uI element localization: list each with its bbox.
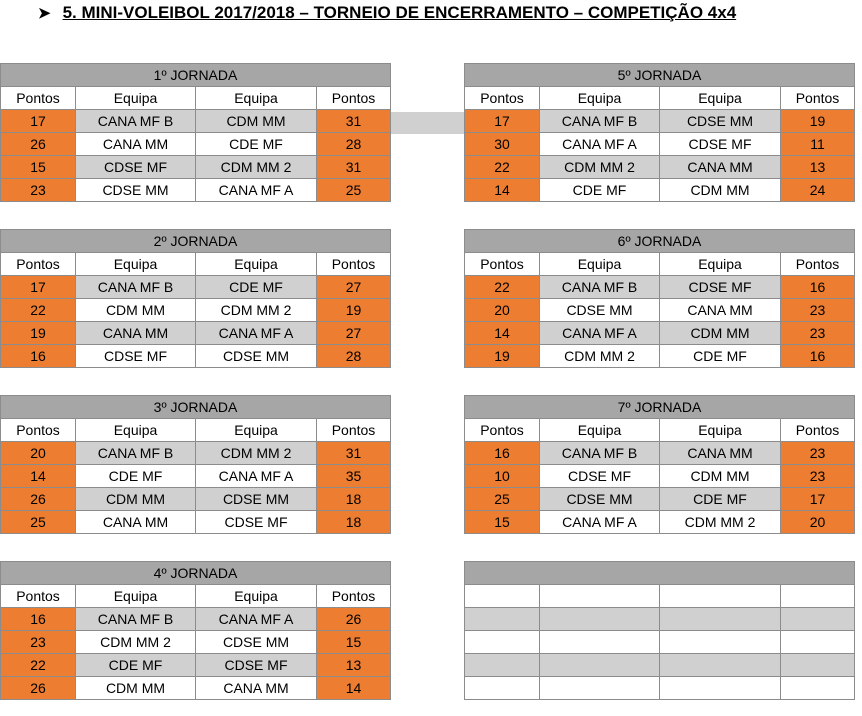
empty-cell <box>660 608 781 631</box>
empty-cell <box>465 654 540 677</box>
empty-row <box>465 654 855 677</box>
home-team-cell: CDE MF <box>76 465 196 488</box>
away-team-cell: CDE MF <box>660 488 781 511</box>
home-points-cell: 20 <box>465 299 540 322</box>
away-points-cell: 16 <box>781 345 855 368</box>
round-title: 1º JORNADA <box>1 64 391 87</box>
row-connector-bar <box>391 112 464 134</box>
away-points-cell: 19 <box>317 299 391 322</box>
away-team-cell: CANA MM <box>196 677 317 700</box>
round-table <box>0 63 391 202</box>
team-column-header: Equipa <box>660 253 781 276</box>
away-points-cell: 27 <box>317 322 391 345</box>
home-team-cell: CDSE MM <box>540 488 660 511</box>
team-column-header: Equipa <box>196 585 317 608</box>
home-points-cell: 10 <box>465 465 540 488</box>
game-row <box>465 156 855 179</box>
points-column-header: Pontos <box>465 253 540 276</box>
round-title-row <box>465 230 855 253</box>
home-team-cell: CANA MF B <box>76 276 196 299</box>
away-team-cell: CDSE MF <box>196 654 317 677</box>
away-points-cell: 31 <box>317 110 391 133</box>
home-points-cell: 23 <box>1 179 76 202</box>
game-row <box>465 465 855 488</box>
round-title: 4º JORNADA <box>1 562 391 585</box>
empty-cell <box>781 608 855 631</box>
home-points-cell: 25 <box>1 511 76 534</box>
round-title: 3º JORNADA <box>1 396 391 419</box>
home-team-cell: CANA MF B <box>540 276 660 299</box>
away-team-cell: CDM MM <box>196 110 317 133</box>
column-header-row <box>1 253 391 276</box>
round-title: 6º JORNADA <box>465 230 855 253</box>
away-team-cell: CDSE MM <box>196 488 317 511</box>
home-points-cell: 14 <box>465 179 540 202</box>
empty-cell <box>660 654 781 677</box>
empty-cell <box>660 677 781 700</box>
column-header-row <box>465 419 855 442</box>
column-header-row <box>1 585 391 608</box>
empty-row <box>465 631 855 654</box>
game-row <box>1 345 391 368</box>
home-points-cell: 19 <box>465 345 540 368</box>
team-column-header: Equipa <box>660 87 781 110</box>
game-row <box>1 299 391 322</box>
round-title <box>465 562 855 585</box>
away-team-cell: CDE MF <box>196 276 317 299</box>
home-team-cell: CDM MM 2 <box>540 156 660 179</box>
empty-cell <box>540 608 660 631</box>
away-team-cell: CDSE MF <box>196 511 317 534</box>
team-column-header: Equipa <box>540 87 660 110</box>
away-team-cell: CDM MM <box>660 465 781 488</box>
column-header-row <box>1 87 391 110</box>
home-points-cell: 26 <box>1 677 76 700</box>
round-title-row <box>465 396 855 419</box>
empty-cell <box>660 631 781 654</box>
points-column-header: Pontos <box>781 87 855 110</box>
document-heading <box>38 2 736 24</box>
home-team-cell: CANA MF B <box>540 110 660 133</box>
team-column-header: Equipa <box>76 585 196 608</box>
home-team-cell: CDSE MM <box>540 299 660 322</box>
team-column-header: Equipa <box>76 419 196 442</box>
home-team-cell: CANA MF B <box>76 442 196 465</box>
game-row <box>465 345 855 368</box>
empty-cell <box>540 631 660 654</box>
game-row <box>1 110 391 133</box>
away-team-cell: CANA MF A <box>196 608 317 631</box>
away-team-cell: CANA MF A <box>196 465 317 488</box>
home-team-cell: CDM MM <box>76 488 196 511</box>
empty-cell <box>781 631 855 654</box>
away-points-cell: 28 <box>317 345 391 368</box>
home-points-cell: 26 <box>1 488 76 511</box>
arrow-bullet-icon: ➤ <box>38 5 51 22</box>
game-row <box>1 322 391 345</box>
home-points-cell: 14 <box>1 465 76 488</box>
points-column-header: Pontos <box>1 87 76 110</box>
game-row <box>465 133 855 156</box>
home-team-cell: CDSE MM <box>76 179 196 202</box>
game-row <box>465 179 855 202</box>
home-points-cell: 23 <box>1 631 76 654</box>
game-row <box>465 110 855 133</box>
empty-cell <box>465 631 540 654</box>
home-team-cell: CANA MF A <box>540 511 660 534</box>
home-points-cell: 16 <box>465 442 540 465</box>
empty-cell <box>781 654 855 677</box>
game-row <box>1 442 391 465</box>
column-header-row <box>1 419 391 442</box>
points-column-header: Pontos <box>465 87 540 110</box>
home-points-cell: 25 <box>465 488 540 511</box>
game-row <box>465 322 855 345</box>
home-points-cell: 19 <box>1 322 76 345</box>
round-table <box>464 63 855 202</box>
away-points-cell: 35 <box>317 465 391 488</box>
team-column-header: Equipa <box>660 419 781 442</box>
home-team-cell: CANA MF A <box>540 133 660 156</box>
home-team-cell: CDE MF <box>540 179 660 202</box>
away-team-cell: CDM MM <box>660 179 781 202</box>
home-points-cell: 17 <box>465 110 540 133</box>
game-row <box>465 488 855 511</box>
team-column-header: Equipa <box>76 87 196 110</box>
away-team-cell: CANA MF A <box>196 322 317 345</box>
home-points-cell: 15 <box>1 156 76 179</box>
home-points-cell: 22 <box>1 299 76 322</box>
home-team-cell: CANA MF B <box>76 110 196 133</box>
team-column-header: Equipa <box>540 253 660 276</box>
round-title-row <box>1 230 391 253</box>
away-points-cell: 23 <box>781 322 855 345</box>
game-row <box>1 488 391 511</box>
home-team-cell: CANA MM <box>76 322 196 345</box>
away-points-cell: 17 <box>781 488 855 511</box>
away-team-cell: CDE MF <box>196 133 317 156</box>
away-team-cell: CDSE MM <box>196 631 317 654</box>
away-points-cell: 20 <box>781 511 855 534</box>
away-points-cell: 28 <box>317 133 391 156</box>
points-column-header: Pontos <box>1 585 76 608</box>
home-points-cell: 16 <box>1 345 76 368</box>
document-title: 5. MINI-VOLEIBOL 2017/2018 – TORNEIO DE ENCERRAMENTO – COMPETIÇÃO 4x4 <box>62 3 737 22</box>
away-team-cell: CDM MM 2 <box>196 156 317 179</box>
away-team-cell: CDSE MF <box>660 133 781 156</box>
game-row <box>1 179 391 202</box>
home-team-cell: CANA MF B <box>76 608 196 631</box>
game-row <box>1 276 391 299</box>
home-points-cell: 22 <box>465 156 540 179</box>
game-row <box>465 299 855 322</box>
home-team-cell: CANA MF A <box>540 322 660 345</box>
game-row <box>1 677 391 700</box>
empty-cell <box>660 585 781 608</box>
home-points-cell: 14 <box>465 322 540 345</box>
away-team-cell: CDM MM 2 <box>660 511 781 534</box>
empty-cell <box>540 585 660 608</box>
home-team-cell: CDSE MF <box>540 465 660 488</box>
home-team-cell: CANA MM <box>76 511 196 534</box>
round-title: 2º JORNADA <box>1 230 391 253</box>
away-points-cell: 13 <box>317 654 391 677</box>
away-points-cell: 16 <box>781 276 855 299</box>
round-table <box>464 395 855 534</box>
round-table <box>464 229 855 368</box>
game-row <box>1 133 391 156</box>
points-column-header: Pontos <box>781 253 855 276</box>
home-team-cell: CDSE MF <box>76 345 196 368</box>
round-title-row <box>465 64 855 87</box>
home-points-cell: 22 <box>465 276 540 299</box>
away-points-cell: 18 <box>317 511 391 534</box>
home-team-cell: CDSE MF <box>76 156 196 179</box>
game-row <box>1 511 391 534</box>
away-points-cell: 26 <box>317 608 391 631</box>
home-points-cell: 26 <box>1 133 76 156</box>
home-team-cell: CDM MM <box>76 299 196 322</box>
away-points-cell: 27 <box>317 276 391 299</box>
home-team-cell: CANA MM <box>76 133 196 156</box>
away-points-cell: 25 <box>317 179 391 202</box>
round-table <box>0 229 391 368</box>
away-team-cell: CDM MM 2 <box>196 442 317 465</box>
points-column-header: Pontos <box>317 419 391 442</box>
empty-cell <box>465 677 540 700</box>
round-title-row <box>1 396 391 419</box>
home-team-cell: CANA MF B <box>540 442 660 465</box>
empty-row <box>465 677 855 700</box>
home-points-cell: 17 <box>1 110 76 133</box>
points-column-header: Pontos <box>317 585 391 608</box>
empty-row <box>465 585 855 608</box>
column-header-row <box>465 253 855 276</box>
game-row <box>1 608 391 631</box>
round-table <box>0 395 391 534</box>
round-table <box>0 561 391 700</box>
away-points-cell: 31 <box>317 442 391 465</box>
game-row <box>1 465 391 488</box>
away-team-cell: CDE MF <box>660 345 781 368</box>
game-row <box>1 631 391 654</box>
round-title: 5º JORNADA <box>465 64 855 87</box>
round-title-row <box>465 562 855 585</box>
points-column-header: Pontos <box>1 253 76 276</box>
points-column-header: Pontos <box>465 419 540 442</box>
away-team-cell: CANA MM <box>660 299 781 322</box>
away-team-cell: CANA MM <box>660 156 781 179</box>
home-points-cell: 22 <box>1 654 76 677</box>
empty-row <box>465 608 855 631</box>
game-row <box>465 276 855 299</box>
home-points-cell: 15 <box>465 511 540 534</box>
points-column-header: Pontos <box>317 87 391 110</box>
away-points-cell: 14 <box>317 677 391 700</box>
away-points-cell: 13 <box>781 156 855 179</box>
home-team-cell: CDM MM 2 <box>76 631 196 654</box>
away-team-cell: CDSE MF <box>660 276 781 299</box>
away-points-cell: 23 <box>781 465 855 488</box>
home-team-cell: CDM MM <box>76 677 196 700</box>
points-column-header: Pontos <box>1 419 76 442</box>
points-column-header: Pontos <box>317 253 391 276</box>
round-title-row <box>1 562 391 585</box>
away-team-cell: CDM MM <box>660 322 781 345</box>
column-header-row <box>465 87 855 110</box>
home-team-cell: CDE MF <box>76 654 196 677</box>
away-points-cell: 11 <box>781 133 855 156</box>
away-points-cell: 23 <box>781 299 855 322</box>
away-points-cell: 18 <box>317 488 391 511</box>
game-row <box>465 442 855 465</box>
round-title: 7º JORNADA <box>465 396 855 419</box>
empty-cell <box>465 585 540 608</box>
away-points-cell: 24 <box>781 179 855 202</box>
away-team-cell: CDM MM 2 <box>196 299 317 322</box>
game-row <box>465 511 855 534</box>
away-team-cell: CANA MF A <box>196 179 317 202</box>
round-title-row <box>1 64 391 87</box>
game-row <box>1 156 391 179</box>
empty-cell <box>781 585 855 608</box>
empty-round-table <box>464 561 855 700</box>
game-row <box>1 654 391 677</box>
team-column-header: Equipa <box>540 419 660 442</box>
away-team-cell: CANA MM <box>660 442 781 465</box>
home-points-cell: 30 <box>465 133 540 156</box>
away-points-cell: 23 <box>781 442 855 465</box>
away-team-cell: CDSE MM <box>196 345 317 368</box>
team-column-header: Equipa <box>196 419 317 442</box>
empty-cell <box>540 654 660 677</box>
away-points-cell: 15 <box>317 631 391 654</box>
home-points-cell: 16 <box>1 608 76 631</box>
home-points-cell: 17 <box>1 276 76 299</box>
away-team-cell: CDSE MM <box>660 110 781 133</box>
empty-cell <box>781 677 855 700</box>
team-column-header: Equipa <box>196 87 317 110</box>
empty-cell <box>465 608 540 631</box>
points-column-header: Pontos <box>781 419 855 442</box>
team-column-header: Equipa <box>76 253 196 276</box>
away-points-cell: 19 <box>781 110 855 133</box>
home-team-cell: CDM MM 2 <box>540 345 660 368</box>
team-column-header: Equipa <box>196 253 317 276</box>
away-points-cell: 31 <box>317 156 391 179</box>
empty-cell <box>540 677 660 700</box>
home-points-cell: 20 <box>1 442 76 465</box>
